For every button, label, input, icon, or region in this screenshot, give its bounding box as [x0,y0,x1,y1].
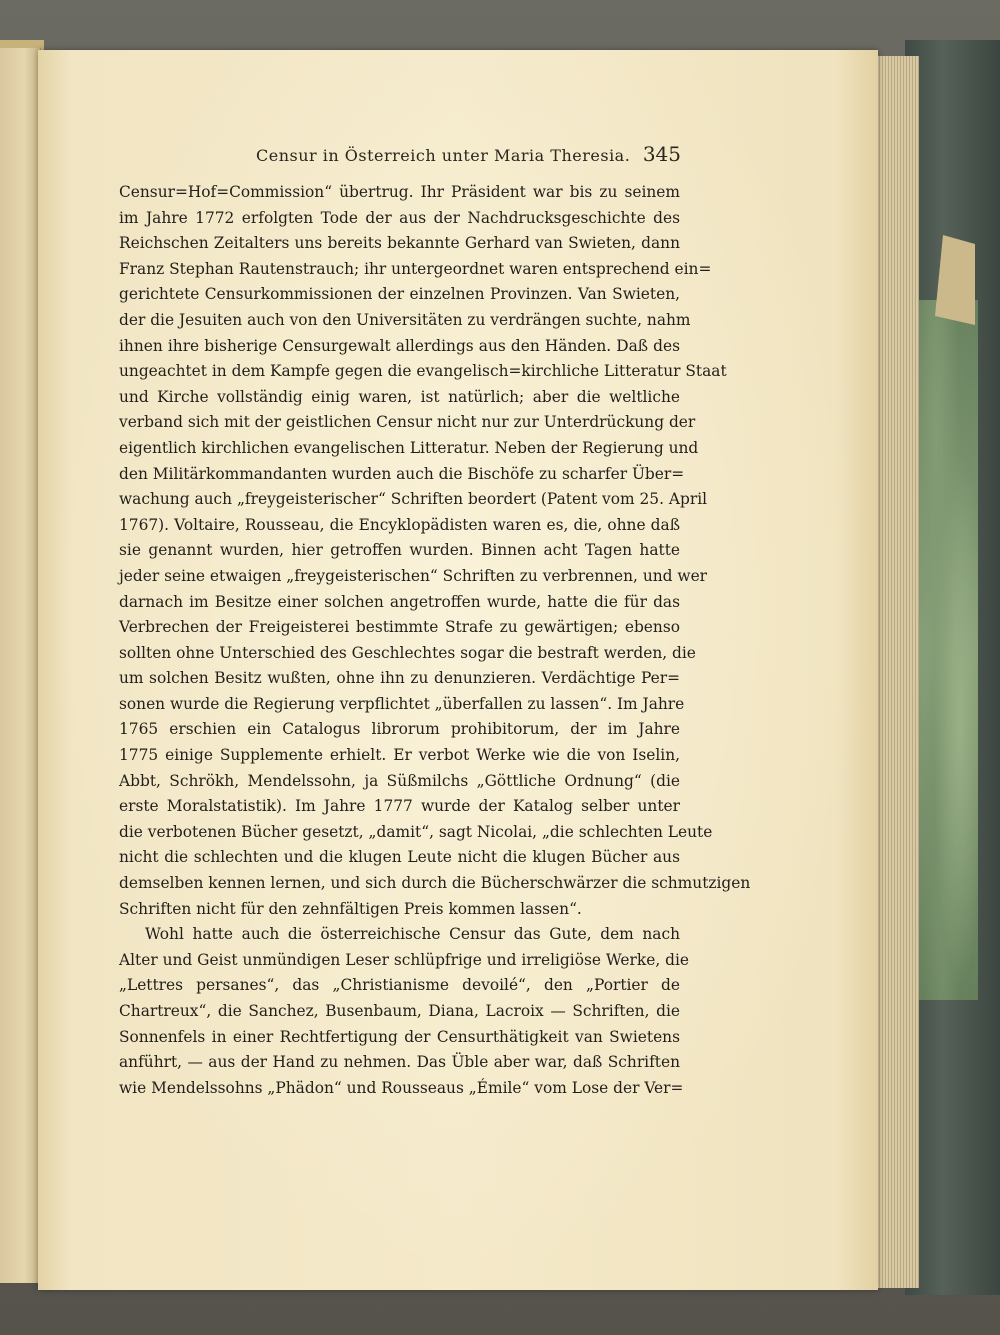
text-line: erste Moralstatistik). Im Jahre 1777 wurde der Katalog selber unter [119,797,680,816]
text-line: 1765 erschien ein Catalogus librorum prohibitorum, der im Jahre [119,720,680,739]
page-number: 345 [642,142,681,166]
text-line: 1767). Voltaire, Rousseau, die Encyklopädisten waren es, die, ohne daß [119,515,680,534]
text-line: Censur=Hof=Commission“ übertrug. Ihr Präsident war bis zu seinem [119,183,680,201]
text-line: Alter und Geist unmündigen Leser schlüpfrige und irreligiöse Werke, die [119,950,689,969]
text-line: Reichschen Zeitalters uns bereits bekannte Gerhard van Swieten, dann [119,234,680,253]
text-line: „Lettres persanes“, das „Christianisme devoilé“, den „Portier de [119,976,680,995]
text-line: wachung auch „freygeisterischer“ Schriften beordert (Patent vom 25. April [119,490,708,509]
text-line: nicht die schlechten und die klugen Leute nicht die klugen Bücher aus [119,848,680,867]
text-line: Sonnenfels in einer Rechtfertigung der Censurthätigkeit van Swietens [119,1027,680,1046]
text-line: ungeachtet in dem Kampfe gegen die evangelisch=kirchliche Litteratur Staat [119,362,727,381]
text-line: jeder seine etwaigen „freygeisterischen“ Schriften zu verbrennen, und wer [119,566,708,585]
text-line: ihnen ihre bisherige Censurgewalt allerdings aus den Händen. Daß des [119,336,680,355]
text-line: Schriften nicht für den zehnfältigen Preis kommen lassen“. [119,899,582,918]
text-line: anführt, — aus der Hand zu nehmen. Das Üble aber war, daß Schriften [119,1053,680,1072]
text-line: eigentlich kirchlichen evangelischen Litteratur. Neben der Regierung und [119,438,699,457]
text-line: sonen wurde die Regierung verpflichtet „überfallen zu lassen“. Im Jahre [119,694,685,713]
text-line: gerichtete Censurkommissionen der einzelnen Provinzen. Van Swieten, [119,285,680,304]
text-line: Verbrechen der Freigeisterei bestimmte Strafe zu gewärtigen; ebenso [119,618,680,637]
text-line: Chartreux“, die Sanchez, Busenbaum, Diana, Lacroix — Schriften, die [119,1002,680,1020]
text-line: um solchen Besitz wußten, ohne ihn zu denunzieren. Verdächtige Per= [119,669,680,688]
text-line: sollten ohne Unterschied des Geschlechtes sogar die bestraft werden, die [119,643,696,662]
marbled-endpaper [918,300,978,1000]
text-line: Wohl hatte auch die österreichische Censur das Gute, dem nach [145,925,680,944]
text-line: Franz Stephan Rautenstrauch; ihr untergeordnet waren entsprechend ein= [119,259,712,278]
text-line: darnach im Besitze einer solchen angetroffen wurde, hatte die für das [119,592,680,611]
text-line: den Militärkommandanten wurden auch die Bischöfe zu scharfer Über= [119,464,685,483]
text-line: sie genannt wurden, hier getroffen wurden. Binnen acht Tagen hatte [119,541,680,560]
text-line: wie Mendelssohns „Phädon“ und Rousseaus „Émile“ vom Lose der Ver= [119,1078,684,1097]
text-line: die verbotenen Bücher gesetzt, „damit“, sagt Nicolai, „die schlechten Leute [119,822,713,841]
text-line: verband sich mit der geistlichen Censur nicht nur zur Unterdrückung der [119,413,696,432]
text-line: im Jahre 1772 erfolgten Tode der aus der Nachdrucksgeschichte des [119,208,680,227]
text-line: 1775 einige Supplemente erhielt. Er verbot Werke wie die von Iselin, [119,746,680,765]
text-line: und Kirche vollständig einig waren, ist natürlich; aber die weltliche [119,387,680,406]
left-page [0,48,41,1283]
running-head: Censur in Österreich unter Maria Theresia. [256,146,631,165]
text-line: Abbt, Schrökh, Mendelssohn, ja Süßmilchs „Göttliche Ordnung“ (die [119,771,680,790]
text-line: der die Jesuiten auch von den Universitäten zu verdrängen suchte, nahm [119,310,691,329]
text-line: demselben kennen lernen, und sich durch die Bücherschwärzer die schmutzigen [119,874,751,893]
page-header [118,142,681,176]
body-text [119,180,751,1101]
